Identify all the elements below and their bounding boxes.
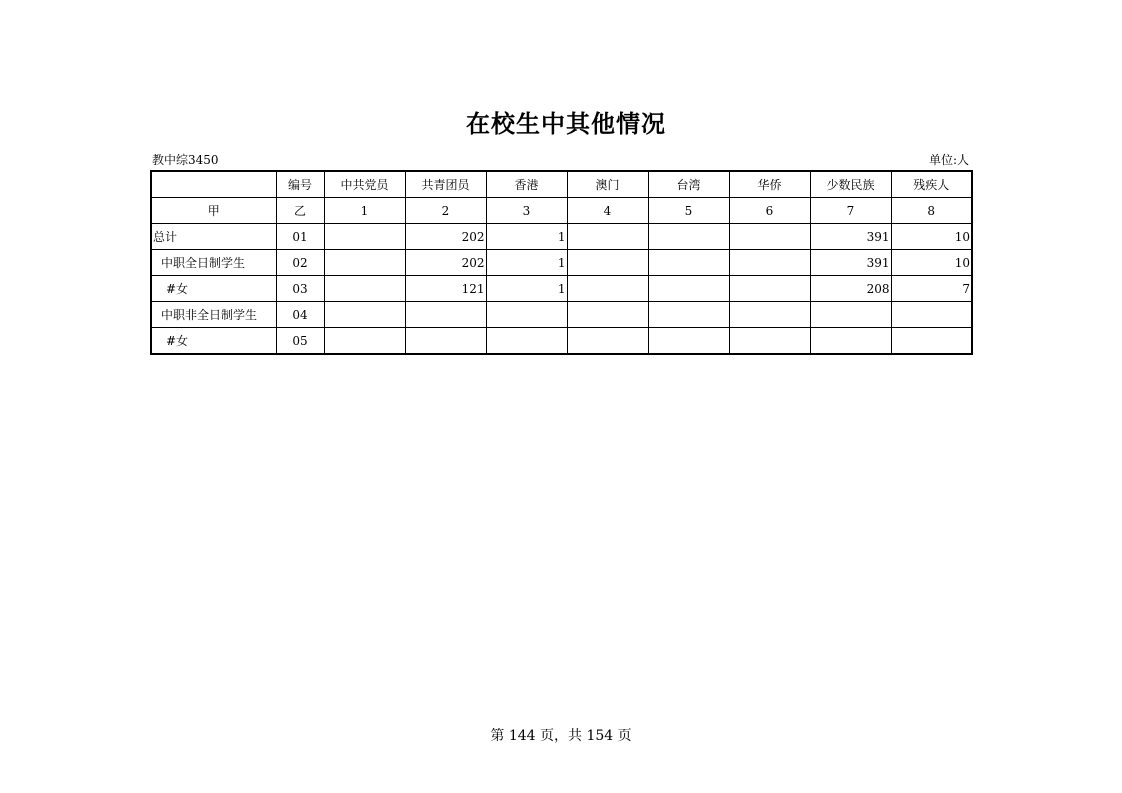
- row-label: #女: [151, 276, 276, 302]
- row-code: 05: [276, 328, 324, 355]
- data-cell: [729, 302, 810, 328]
- index-cell: 1: [324, 198, 405, 224]
- data-cell: [648, 276, 729, 302]
- students-other-info-table: [150, 170, 973, 355]
- row-code: 02: [276, 250, 324, 276]
- index-row: [151, 198, 972, 224]
- row-code: 03: [276, 276, 324, 302]
- data-cell: [648, 224, 729, 250]
- data-cell: [729, 328, 810, 355]
- data-cell: 208: [810, 276, 891, 302]
- header-cell-ethnic-minority: 少数民族: [810, 171, 891, 198]
- data-cell: [324, 302, 405, 328]
- data-cell: 202: [405, 250, 486, 276]
- data-cell: [648, 328, 729, 355]
- data-cell: 1: [486, 276, 567, 302]
- index-cell: 2: [405, 198, 486, 224]
- data-cell: 121: [405, 276, 486, 302]
- data-cell: [486, 328, 567, 355]
- data-cell: [810, 302, 891, 328]
- data-cell: [648, 302, 729, 328]
- data-cell: 7: [891, 276, 972, 302]
- data-cell: [891, 302, 972, 328]
- header-cell-party-member: 中共党员: [324, 171, 405, 198]
- data-cell: 391: [810, 250, 891, 276]
- table-row: [151, 302, 972, 328]
- row-code: 01: [276, 224, 324, 250]
- data-cell: 1: [486, 250, 567, 276]
- data-cell: [324, 276, 405, 302]
- page-number: 第 144 页，共 154 页: [490, 728, 632, 744]
- row-code: 04: [276, 302, 324, 328]
- data-cell: [324, 328, 405, 355]
- header-row: [151, 171, 972, 198]
- row-label: 总计: [151, 224, 276, 250]
- data-cell: [567, 302, 648, 328]
- header-cell-overseas-chinese: 华侨: [729, 171, 810, 198]
- data-cell: [891, 328, 972, 355]
- row-label: 中职非全日制学生: [151, 302, 276, 328]
- data-cell: [567, 328, 648, 355]
- data-cell: [324, 250, 405, 276]
- data-cell: [324, 224, 405, 250]
- table-row: [151, 276, 972, 302]
- table-row: [151, 224, 972, 250]
- data-cell: [729, 224, 810, 250]
- form-code: 教中综3450: [152, 153, 219, 167]
- data-cell: [405, 302, 486, 328]
- index-cell: 8: [891, 198, 972, 224]
- data-cell: 391: [810, 224, 891, 250]
- data-cell: [729, 250, 810, 276]
- index-cell: 5: [648, 198, 729, 224]
- data-cell: [567, 224, 648, 250]
- table-row: [151, 250, 972, 276]
- header-cell-macau: 澳门: [567, 171, 648, 198]
- index-cell: 甲: [151, 198, 276, 224]
- data-cell: [648, 250, 729, 276]
- data-cell: [567, 276, 648, 302]
- data-cell: [405, 328, 486, 355]
- header-cell-taiwan: 台湾: [648, 171, 729, 198]
- index-cell: 4: [567, 198, 648, 224]
- row-label: 中职全日制学生: [151, 250, 276, 276]
- table-row: [151, 328, 972, 355]
- data-cell: 202: [405, 224, 486, 250]
- page-title: 在校生中其他情况: [466, 110, 666, 138]
- row-label: #女: [151, 328, 276, 355]
- data-cell: 10: [891, 224, 972, 250]
- unit-label: 单位:人: [928, 153, 969, 167]
- header-cell-league-member: 共青团员: [405, 171, 486, 198]
- data-cell: 10: [891, 250, 972, 276]
- data-cell: [729, 276, 810, 302]
- header-cell-hongkong: 香港: [486, 171, 567, 198]
- index-cell: 7: [810, 198, 891, 224]
- data-cell: [810, 328, 891, 355]
- index-cell: 乙: [276, 198, 324, 224]
- header-cell-blank: [151, 171, 276, 198]
- header-cell-disabled: 残疾人: [891, 171, 972, 198]
- header-cell-code: 编号: [276, 171, 324, 198]
- data-cell: [567, 250, 648, 276]
- data-cell: 1: [486, 224, 567, 250]
- index-cell: 3: [486, 198, 567, 224]
- data-cell: [486, 302, 567, 328]
- index-cell: 6: [729, 198, 810, 224]
